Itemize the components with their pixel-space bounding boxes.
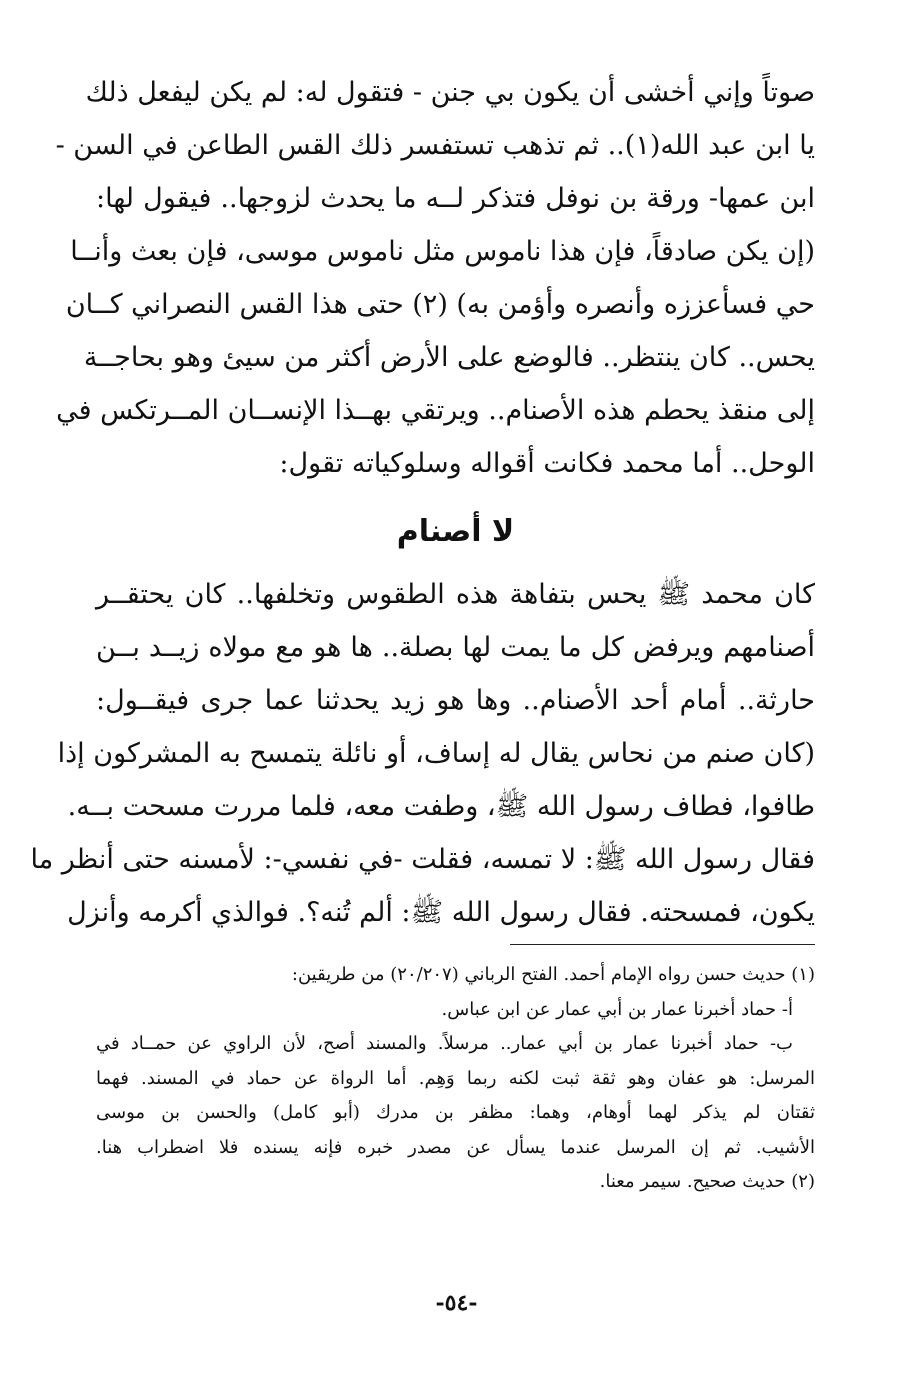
text-line: يا ابن عبد الله(١).. ثم تذهب تستفسر ذلك القس الطاعن في السن - xyxy=(55,130,815,161)
text-line: كان محمد ﷺ يحس بتفاهة هذه الطقوس وتخلفها.. كان يحتقــر xyxy=(96,579,815,610)
text-line: حارثة.. أمام أحد الأصنام.. وها هو زيد يحدثنا عما جرى فيقــول: xyxy=(96,685,815,716)
paragraph-intro xyxy=(55,66,815,490)
text-line: حي فسأعززه وأنصره وأؤمن به) (٢) حتى هذا القس النصراني كــان xyxy=(65,289,815,320)
page-number: -٥٤- xyxy=(435,1290,478,1316)
text-line: الوحل.. أما محمد فكانت أقواله وسلوكياته تقول: xyxy=(279,448,815,479)
text-line: يحس.. كان ينتظر.. فالوضع على الأرض أكثر من سيئ وهو بحاجــة xyxy=(83,342,815,373)
paragraph-no-idols xyxy=(30,568,815,939)
footnote-line: (١) حديث حسن رواه الإمام أحمد. الفتح الرباني (٢٠/٢٠٧) من طريقين: xyxy=(291,964,815,985)
text-line: (كان صنم من نحاس يقال له إساف، أو نائلة يتمسح به المشركون إذا xyxy=(57,738,815,769)
footnote-line: أ- حماد أخبرنا عمار بن أبي عمار عن ابن عباس. xyxy=(441,998,793,1020)
footnote-line: المرسل: هو عفان وهو ثقة ثبت لكنه ربما وَهِم. أما الرواة عن حماد في المسند. فهما xyxy=(96,1067,815,1089)
footnote-line: ب- حماد أخبرنا عمار بن أبي عمار.. مرسلاً. والمسند أصح، لأن الراوي عن حمــاد في xyxy=(96,1033,793,1054)
section-heading: لا أصنام xyxy=(396,514,515,549)
footnote-line: ثقتان لم يذكر لهما أوهام، وهما: مظفر بن مدرك (أبو كامل) والحسن بن موسى xyxy=(96,1102,815,1123)
text-line: طافوا، فطاف رسول الله ﷺ، وطفت معه، فلما مررت مسحت بــه. xyxy=(67,791,815,822)
text-line: إلى منقذ يحطم هذه الأصنام.. ويرتقي بهــذا الإنســان المــرتكس في xyxy=(56,395,815,426)
footnote-separator xyxy=(510,944,815,945)
text-line: (إن يكن صادقاً، فإن هذا ناموس مثل ناموس موسى، فإن بعث وأنــا xyxy=(70,236,815,267)
footnote-line: الأشيب. ثم إن المرسل عندما يسأل عن مصدر خبره فإنه يسنده فلا اضطراب هنا. xyxy=(96,1136,815,1158)
text-line: يكون، فمسحته. فقال رسول الله ﷺ: ألم تُنه؟. فوالذي أكرمه وأنزل xyxy=(67,897,815,928)
text-line: صوتاً وإني أخشى أن يكون بي جنن - فتقول له: لم يكن ليفعل ذلك xyxy=(85,77,815,108)
text-line: فقال رسول الله ﷺ: لا تمسه، فقلت -في نفسي-: لأمسنه حتى أنظر ما xyxy=(30,844,815,875)
footnote-line: (٢) حديث صحيح. سيمر معنا. xyxy=(599,1171,815,1192)
text-line: أصنامهم ويرفض كل ما يمت لها بصلة.. ها هو مع مولاه زيــد بــن xyxy=(96,632,815,663)
footnotes xyxy=(96,958,815,1200)
text-line: ابن عمها- ورقة بن نوفل فتذكر لــه ما يحدث لزوجها.. فيقول لها: xyxy=(96,183,815,214)
